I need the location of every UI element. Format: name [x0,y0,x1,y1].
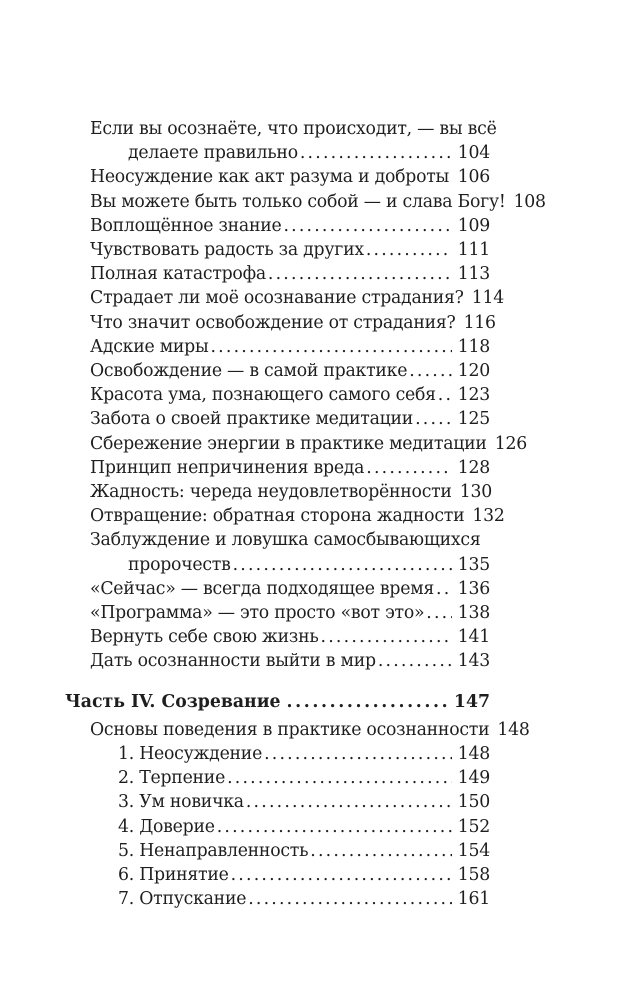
toc-entry [90,528,490,576]
toc-entry-page: 123 [457,385,490,406]
toc-entry-page: 136 [457,578,490,599]
dot-leader [300,141,452,165]
toc-entry-title-line1: Заблуждение и ловушка самосбывающихся [90,530,481,551]
dot-leader [426,601,451,625]
toc-entry-page: 132 [472,506,505,527]
toc-entry [90,238,490,262]
toc-entry-title: Забота о своей практике медитации [90,409,414,430]
toc-entry [90,214,490,238]
toc-entry-page: 106 [457,167,490,188]
toc-entry-title: 3. Ум новичка [118,792,244,813]
toc-entry [90,117,497,165]
toc-subentry [90,863,490,887]
dot-leader [264,742,452,766]
toc-entry [90,262,490,286]
toc-entry-title: Отвращение: обратная сторона жадности [90,506,465,527]
toc-entry [90,456,490,480]
toc-entry-page: 152 [457,816,490,837]
toc-entry-page: 143 [457,651,490,672]
dot-leader [409,359,452,383]
toc-subentry [90,839,490,863]
toc-entry-page: 104 [457,143,490,164]
toc-entry-title: Чувствовать радость за других [90,240,364,261]
toc-entry-page: 109 [457,215,490,236]
dot-leader [451,165,452,189]
toc-entry-title: Неосуждение как акт разума и доброты [90,167,450,188]
toc-entry [90,649,490,673]
toc-entry-title: 2. Терпение [118,768,226,789]
toc-entry-title: 5. Ненаправленность [118,840,309,861]
toc-entry-page: 161 [457,889,490,910]
toc-entry-title: 4. Доверие [118,816,215,837]
toc-entry [90,504,505,528]
toc-entry [90,286,504,310]
toc-entry-page: 113 [457,264,490,285]
toc-entry [90,335,490,359]
part-page: 147 [453,691,490,712]
table-of-contents [65,117,546,912]
toc-entry [90,601,490,625]
dot-leader [248,887,452,911]
toc-entry-page: 148 [497,719,530,740]
toc-entry-page: 149 [457,768,490,789]
toc-entry [90,311,496,335]
part-title: Часть IV. Созревание [65,691,281,712]
dot-leader [366,238,452,262]
toc-entry-title-line1: Если вы осознаёте, что происходит, — вы всё [90,119,497,139]
toc-entry-title-line2: делаете правильно [128,143,298,164]
toc-entry-title: Вы можете быть только собой — и слава Богу! [90,191,506,212]
toc-entry-page: 135 [457,554,490,575]
toc-entry-title: 7. Отпускание [118,889,247,910]
dot-leader [210,335,451,359]
dot-leader [227,766,452,790]
toc-entry [90,359,490,383]
toc-entry-title: Воплощённое знание [90,215,282,236]
toc-entry-page: 114 [471,288,504,309]
toc-entry-page: 108 [513,191,546,212]
toc-entry-title: Полная катастрофа [90,264,266,285]
toc-entry [90,718,530,742]
toc-entry-page: 126 [494,433,527,454]
dot-leader [415,407,452,431]
toc-entry [90,407,490,431]
toc-entry [90,480,490,504]
toc-entry-page: 125 [457,409,490,430]
toc-entry-title-line2: пророчеств [128,554,231,575]
toc-entry-page: 148 [457,744,490,765]
toc-entry-title: Дать осознанности выйти в мир [90,651,376,672]
toc-entry-title: «Программа» — это просто «вот это» [90,603,425,624]
toc-entry-page: 138 [457,603,490,624]
toc-entry-title: 6. Принятие [118,865,229,886]
toc-entry-page: 120 [457,361,490,382]
toc-subentry [90,790,490,814]
dot-leader [366,456,452,480]
dot-leader [436,577,452,601]
dot-leader [321,625,452,649]
toc-entry-title: Принцип непричинения вреда [90,457,365,478]
toc-subentry [90,742,490,766]
toc-entry-title: Страдает ли моё осознавание страдания? [90,288,464,309]
toc-entry-title: Красота ума, познающего самого себя [90,385,436,406]
toc-entry [90,577,490,601]
toc-entry-title: Что значит освобождение от страдания? [90,312,456,333]
dot-leader [233,553,452,577]
toc-entry-title: Основы поведения в практике осознанности [90,719,490,740]
toc-entry-page: 158 [457,865,490,886]
dot-leader [217,815,452,839]
toc-entry-page: 118 [457,336,490,357]
toc-entry-page: 111 [457,240,490,261]
toc-subentry [90,815,490,839]
toc-entry-title: Жадность: череда неудовлетворённости [90,482,452,503]
toc-entry-title: Вернуть себе свою жизнь [90,627,319,648]
dot-leader [378,649,452,673]
toc-entry-title: Адские миры [90,336,209,357]
toc-entry-page: 128 [457,457,490,478]
dot-leader [287,690,450,714]
toc-entry-title: Сбережение энергии в практике медитации [90,433,487,454]
dot-leader [283,214,451,238]
dot-leader [231,863,452,887]
toc-entry [90,165,490,189]
toc-entry-title: 1. Неосуждение [118,744,263,765]
toc-subentry [90,887,490,911]
toc-entry-page: 150 [457,792,490,813]
toc-entry-page: 116 [463,312,496,333]
dot-leader [246,790,452,814]
toc-entry-title: «Сейчас» — всегда подходящее время [90,578,435,599]
toc-entry [90,432,527,456]
dot-leader [438,383,452,407]
toc-entry-page: 130 [459,482,492,503]
dot-leader [268,262,452,286]
toc-entry [90,625,490,649]
toc-entry-title: Освобождение — в самой практике [90,361,408,382]
dot-leader [310,839,451,863]
toc-entry [90,190,546,214]
toc-part-heading [65,690,490,714]
toc-subentry [90,766,490,790]
toc-entry-page: 154 [457,840,490,861]
toc-entry [90,383,490,407]
toc-entry-page: 141 [457,627,490,648]
